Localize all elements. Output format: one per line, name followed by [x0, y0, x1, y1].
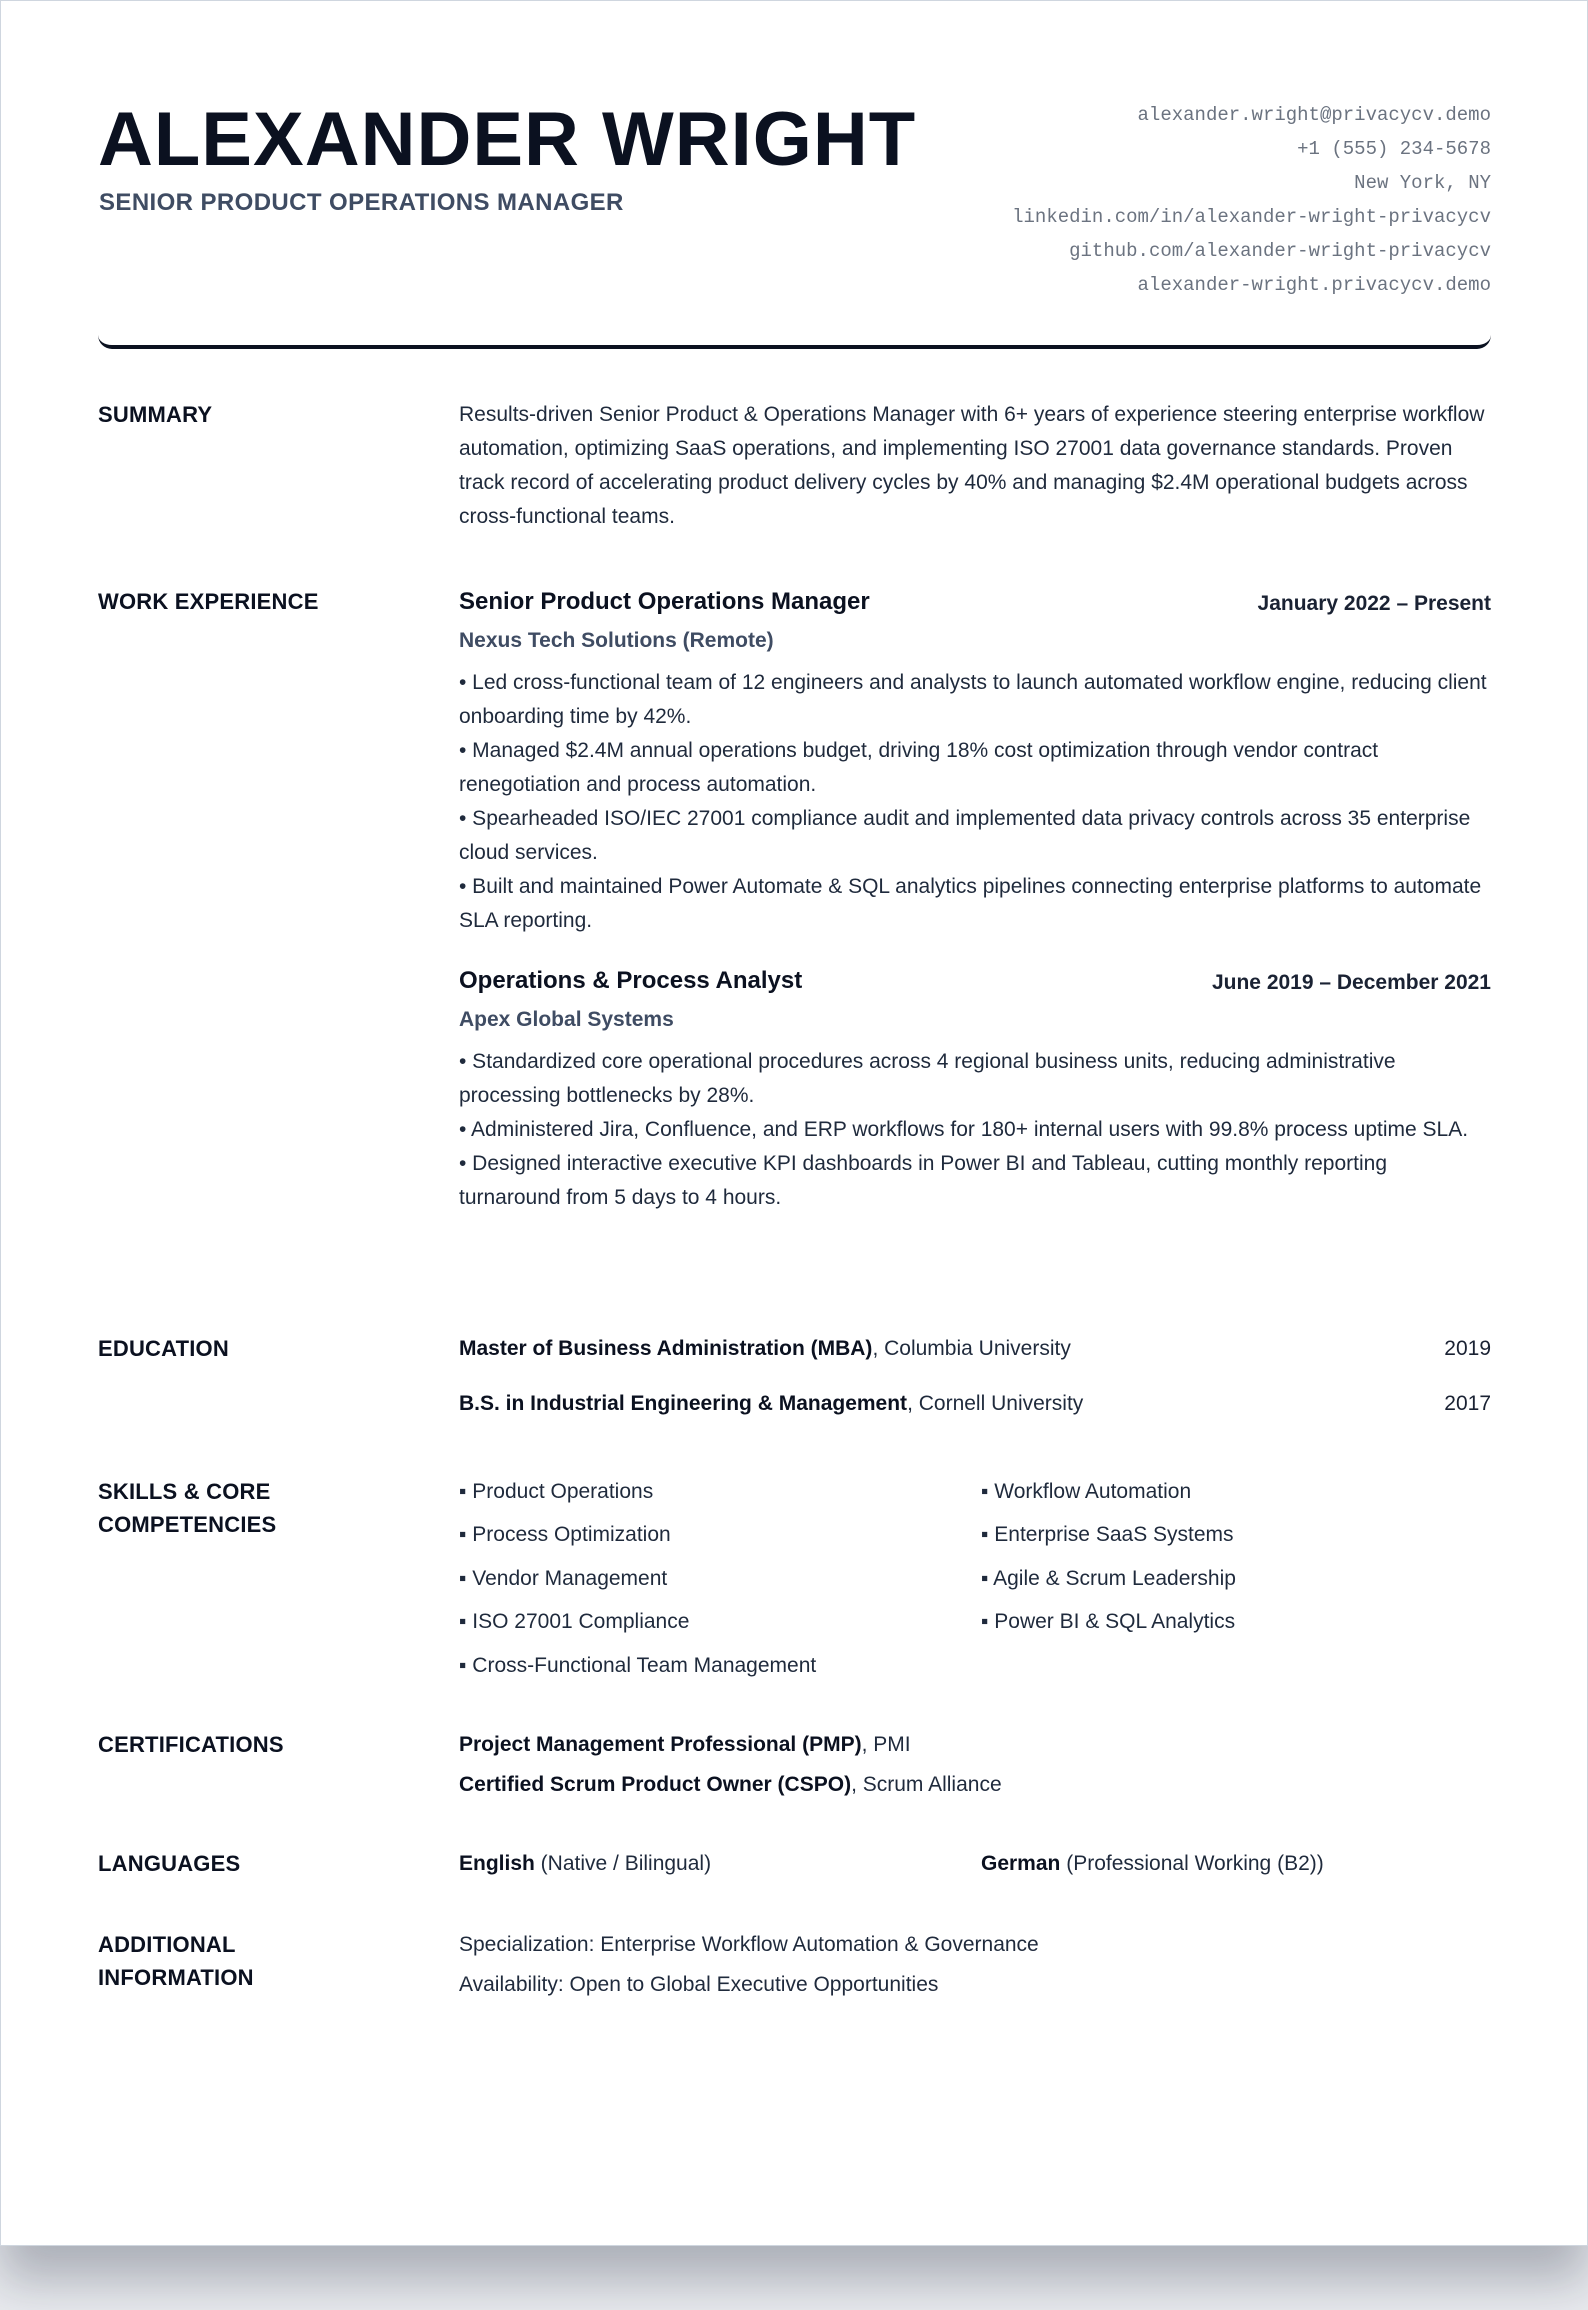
section-label-summary: SUMMARY	[98, 402, 213, 427]
education-year: 2019	[1444, 1337, 1491, 1360]
skill-item: ▪ Cross-Functional Team Management	[459, 1654, 817, 1677]
section-label-skills: SKILLS & CORE COMPETENCIES	[98, 1479, 277, 1537]
section-label-languages: LANGUAGES	[98, 1851, 241, 1876]
job-company: Apex Global Systems	[459, 1008, 674, 1031]
language-name: German	[981, 1852, 1061, 1875]
education-degree: Master of Business Administration (MBA)	[459, 1337, 873, 1360]
certification-entry	[459, 1765, 1491, 1805]
education-school: , Cornell University	[907, 1392, 1084, 1415]
contact-linkedin[interactable]: linkedin.com/in/alexander-wright-privacycv	[1012, 206, 1491, 228]
skill-item: ▪ Process Optimization	[459, 1523, 671, 1546]
skill-item: ▪ Workflow Automation	[981, 1480, 1192, 1503]
summary-text: Results-driven Senior Product & Operations Manager with 6+ years of experience steering enterprise workflow automation, optimizing SaaS operations, and implementing ISO 27001 data governance standards. Proven track record of accelerating product delivery cycles by 40% and managing $2.4M operational budgets across cross-functional teams.	[459, 403, 1485, 528]
language-level: (Native / Bilingual)	[534, 1852, 712, 1875]
job-bullet: • Managed $2.4M annual operations budget, driving 18% cost optimization through vendor contract renegotiation and process automation.	[459, 739, 1379, 796]
section-label-experience: WORK EXPERIENCE	[98, 589, 319, 614]
certification-name: Certified Scrum Product Owner (CSPO)	[459, 1773, 852, 1796]
contact-phone[interactable]: +1 (555) 234-5678	[1297, 138, 1491, 160]
job-bullets	[459, 1045, 1491, 1215]
job-title: Senior Product Operations Manager	[459, 588, 870, 615]
education-entry	[459, 1387, 1491, 1442]
job-bullet: • Built and maintained Power Automate & SQL analytics pipelines connecting enterprise platforms to automate SLA reporting.	[459, 875, 1482, 932]
certification-name: Project Management Professional (PMP)	[459, 1733, 862, 1756]
additional-info-item: Specialization: Enterprise Workflow Automation & Governance	[459, 1933, 1039, 1956]
job-entry	[459, 964, 1491, 1215]
education-school: , Columbia University	[872, 1337, 1071, 1360]
section-label-additional: ADDITIONAL INFORMATION	[98, 1932, 254, 1990]
job-dates: January 2022 – Present	[1257, 592, 1491, 615]
contact-github[interactable]: github.com/alexander-wright-privacycv	[1069, 240, 1491, 262]
language-level: (Professional Working (B2))	[1060, 1852, 1324, 1875]
section-label-education: EDUCATION	[98, 1336, 229, 1361]
education-entry	[459, 1332, 1491, 1387]
job-bullet: • Spearheaded ISO/IEC 27001 compliance audit and implemented data privacy controls across 35 enterprise cloud services.	[459, 807, 1471, 864]
job-bullet: • Standardized core operational procedures across 4 regional business units, reducing administrative processing bottlenecks by 28%.	[459, 1050, 1396, 1107]
skill-item: ▪ Vendor Management	[459, 1567, 668, 1590]
job-bullets	[459, 666, 1491, 938]
skill-item: ▪ Product Operations	[459, 1480, 654, 1503]
job-bullet: • Designed interactive executive KPI dashboards in Power BI and Tableau, cutting monthly reporting turnaround from 5 days to 4 hours.	[459, 1152, 1387, 1209]
education-year: 2017	[1444, 1392, 1491, 1415]
skill-item: ▪ Enterprise SaaS Systems	[981, 1523, 1234, 1546]
language-name: English	[459, 1852, 535, 1875]
certification-issuer: , PMI	[861, 1733, 911, 1756]
job-dates: June 2019 – December 2021	[1211, 971, 1491, 994]
skill-item: ▪ Agile & Scrum Leadership	[981, 1567, 1236, 1590]
skill-item: ▪ ISO 27001 Compliance	[459, 1610, 690, 1633]
candidate-name: ALEXANDER WRIGHT	[98, 97, 917, 182]
header-divider	[98, 333, 1491, 349]
certification-issuer: , Scrum Alliance	[851, 1773, 1002, 1796]
additional-info-item: Availability: Open to Global Executive Opportunities	[459, 1973, 939, 1996]
job-entry	[459, 585, 1491, 938]
language-entry	[459, 1847, 711, 1881]
certification-entry	[459, 1725, 1491, 1765]
job-company: Nexus Tech Solutions (Remote)	[459, 629, 774, 652]
job-title: Operations & Process Analyst	[459, 967, 803, 994]
education-degree: B.S. in Industrial Engineering & Management	[459, 1392, 908, 1415]
skills-section	[98, 1475, 1491, 1695]
resume-content	[98, 1, 1491, 1996]
contact-block	[1012, 98, 1491, 302]
job-bullet: • Administered Jira, Confluence, and ERP workflows for 180+ internal users with 99.8% process uptime SLA.	[459, 1118, 1469, 1141]
job-bullet: • Led cross-functional team of 12 engineers and analysts to launch automated workflow engine, reducing client onboarding time by 42%.	[459, 671, 1487, 728]
language-entry	[981, 1847, 1324, 1881]
resume-header	[98, 1, 1491, 353]
contact-email[interactable]: alexander.wright@privacycv.demo	[1137, 104, 1491, 126]
skill-item: ▪ Power BI & SQL Analytics	[981, 1610, 1236, 1633]
candidate-title: SENIOR PRODUCT OPERATIONS MANAGER	[99, 189, 624, 216]
section-label-certifications: CERTIFICATIONS	[98, 1732, 284, 1757]
contact-location: New York, NY	[1354, 172, 1491, 194]
skills-grid	[459, 1475, 1491, 1695]
contact-website[interactable]: alexander-wright.privacycv.demo	[1137, 274, 1491, 296]
